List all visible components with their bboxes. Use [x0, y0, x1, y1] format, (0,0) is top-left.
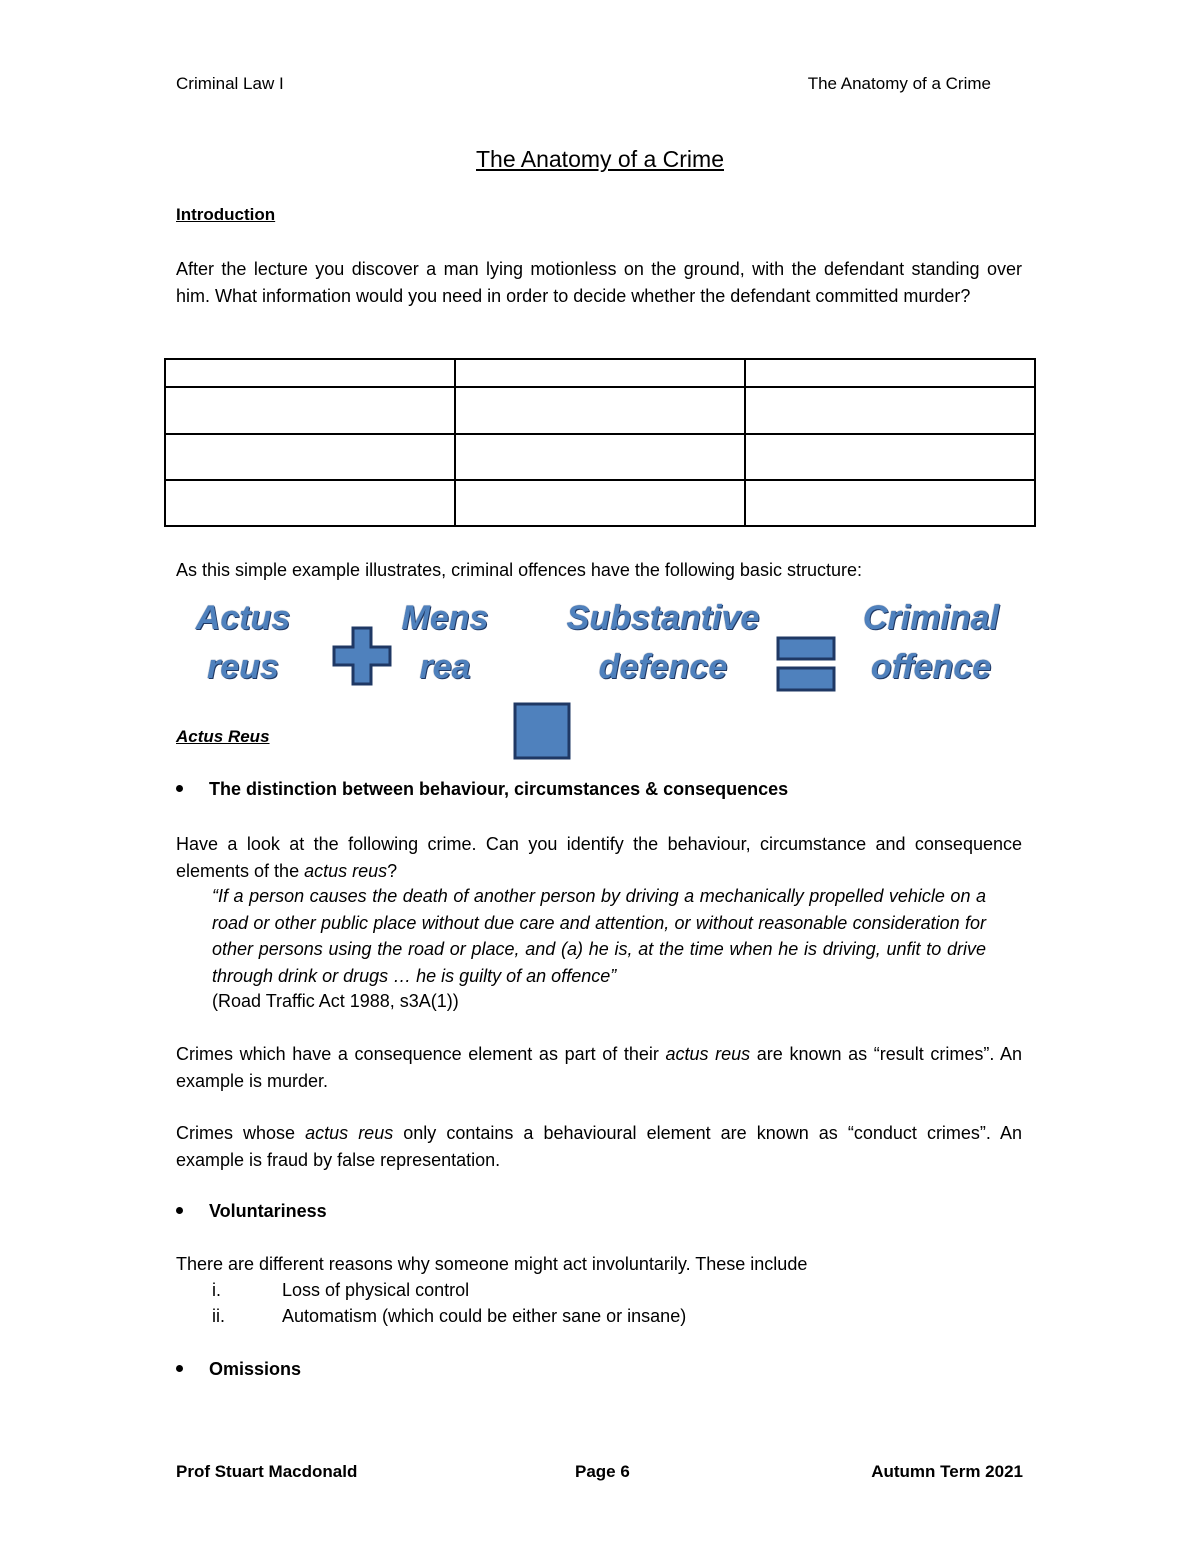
header-course: Criminal Law I	[176, 74, 284, 93]
actus-reus-line2: reus	[207, 648, 279, 686]
table-row	[165, 387, 1035, 434]
conduct-crimes-term: actus reus	[305, 1123, 394, 1143]
paragraph-conduct-crimes	[176, 1120, 1022, 1173]
list-item-text: Automatism (which could be either sane or insane)	[282, 1306, 687, 1326]
mens-rea-line1: Mens	[401, 599, 489, 637]
table-cell	[745, 359, 1035, 387]
table-cell	[455, 434, 745, 480]
criminal-offence-term	[846, 594, 1016, 692]
conduct-crimes-end: only contains a behavioural element are known as “conduct crimes”. An example is fraud by false representation.	[176, 1123, 1022, 1170]
table-cell	[165, 359, 455, 387]
intro-heading: Introduction	[176, 205, 276, 224]
paragraph-identify-end: ?	[387, 860, 398, 881]
paragraph-identify-text: Have a look at the following crime. Can you identify the behaviour, circumstance and consequence elements of the	[176, 834, 1022, 881]
bullet-omissions-label: Omissions	[209, 1359, 302, 1379]
conduct-crimes-text: Crimes whose	[176, 1123, 306, 1143]
result-crimes-end: are known as “result crimes”. An example is murder.	[176, 1044, 1023, 1091]
bullet-voluntariness	[176, 1201, 327, 1222]
table-cell	[165, 480, 455, 526]
table-cell	[455, 359, 745, 387]
table-row	[165, 359, 1035, 387]
footer-term: Autumn Term 2021	[871, 1462, 1023, 1481]
list-item-text: Loss of physical control	[282, 1280, 470, 1300]
table-cell	[455, 387, 745, 434]
bullet-dot-icon	[176, 785, 183, 792]
structure-intro: As this simple example illustrates, criminal offences have the following basic structure:	[176, 560, 862, 580]
mens-rea-term	[370, 594, 520, 692]
statute-quote: “If a person causes the death of another person by driving a mechanically propelled vehicle on a road or other public place without due care and attention, or without reasonable consideration for other persons using the road or place, and (a) he is, at the time when he is driving, unfit to drive through drink or drugs … he is guilty of an offence”	[212, 886, 986, 986]
bullet-distinction-label: The distinction between behaviour, circumstances & consequences	[209, 779, 789, 799]
actus-reus-line1: Actus	[195, 599, 291, 637]
bullet-dot-icon	[176, 1207, 183, 1214]
defence-line1: Substantive	[566, 599, 760, 637]
equals-icon	[776, 634, 836, 694]
header-topic: The Anatomy of a Crime	[807, 74, 991, 93]
bullet-distinction	[176, 779, 788, 800]
page-title: The Anatomy of a Crime	[476, 146, 724, 172]
offence-line1: Criminal	[862, 599, 1000, 637]
paragraph-identify-term: actus reus	[304, 860, 388, 881]
bullet-voluntariness-label: Voluntariness	[209, 1201, 327, 1221]
mens-rea-line2: rea	[419, 648, 471, 686]
list-item-number: ii.	[212, 1306, 225, 1326]
result-crimes-term: actus reus	[665, 1044, 751, 1064]
blank-table	[164, 358, 1036, 527]
table-cell	[165, 387, 455, 434]
table-cell	[455, 480, 745, 526]
table-cell	[165, 434, 455, 480]
paragraph-identify	[176, 831, 1022, 884]
bullet-omissions	[176, 1359, 301, 1380]
offence-line2: offence	[870, 648, 992, 686]
result-crimes-text: Crimes which have a consequence element as part of their	[176, 1044, 666, 1064]
paragraph-result-crimes	[176, 1041, 1022, 1094]
footer-page-number: Page 6	[575, 1462, 630, 1481]
table-cell	[745, 387, 1035, 434]
list-item-number: i.	[212, 1280, 221, 1300]
table-row	[165, 480, 1035, 526]
actus-reus-heading: Actus Reus	[176, 727, 270, 746]
intro-paragraph: After the lecture you discover a man lying motionless on the ground, with the defendant standing over him. What information would you need in order to decide whether the defendant committed murder?	[176, 259, 1022, 306]
substantive-defence-term	[548, 594, 778, 692]
bullet-dot-icon	[176, 1365, 183, 1372]
footer-author: Prof Stuart Macdonald	[176, 1462, 358, 1481]
statute-citation: (Road Traffic Act 1988, s3A(1))	[212, 991, 459, 1011]
table-cell	[745, 434, 1035, 480]
minus-icon	[512, 701, 572, 761]
table-cell	[745, 480, 1035, 526]
paragraph-involuntary: There are different reasons why someone might act involuntarily. These include	[176, 1254, 808, 1274]
actus-reus-term	[168, 594, 318, 692]
defence-line2: defence	[598, 648, 728, 686]
table-row	[165, 434, 1035, 480]
